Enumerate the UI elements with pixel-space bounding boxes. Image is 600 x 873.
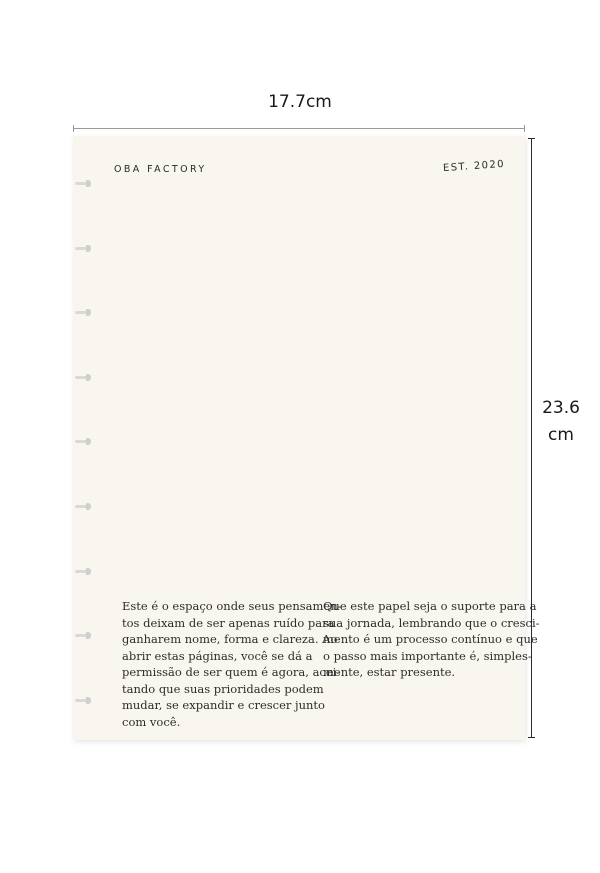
text-line: mento é um processo contínuo e que [323, 632, 538, 646]
disc-tip [86, 180, 91, 187]
text-line: mudar, se expandir e crescer junto [122, 698, 325, 712]
text-line: mente, estar presente. [323, 665, 456, 679]
binding-disc-icon [75, 179, 93, 189]
height-value: 23.6 [542, 398, 580, 418]
disc-tip [86, 309, 91, 316]
disc-tip [86, 245, 91, 252]
disc-tip [86, 374, 91, 381]
text-line: com você. [122, 714, 181, 729]
binding-disc-icon [75, 373, 93, 383]
width-dimension-label: 17.7cm [268, 92, 332, 112]
binding-disc-icon [75, 696, 93, 706]
notebook-page [73, 136, 540, 740]
text-line: sua jornada, lembrando que o cresci- [323, 615, 540, 630]
established-year: EST. 2020 [442, 158, 506, 175]
paragraph-right [323, 598, 540, 681]
text-line: Este é o espaço onde seus pensamen- [122, 599, 342, 613]
binding-disc-icon [75, 308, 93, 318]
width-dimension-line [73, 128, 525, 129]
text-line: tos deixam de ser apenas ruído para [122, 615, 335, 630]
paragraph-left [122, 598, 342, 730]
binding-disc-icon [75, 631, 93, 641]
disc-tip [86, 503, 91, 510]
text-line: ganharem nome, forma e clareza. Ao [122, 632, 338, 646]
disc-tip [86, 568, 91, 575]
binding-disc-icon [75, 437, 93, 447]
height-unit: cm [548, 425, 574, 445]
text-line: o passo mais importante é, simples- [323, 648, 532, 663]
text-line: abrir estas páginas, você se dá a [122, 648, 313, 663]
text-line: tando que suas prioridades podem [122, 681, 324, 696]
disc-tip [86, 632, 91, 639]
binding-disc-icon [75, 244, 93, 254]
disc-tip [86, 697, 91, 704]
text-line: permissão de ser quem é agora, acei- [122, 665, 341, 679]
binding-disc-icon [75, 502, 93, 512]
disc-tip [86, 438, 91, 445]
height-dimension-label [532, 395, 590, 449]
text-line: Que este papel seja o suporte para a [323, 599, 537, 613]
brand-name: OBA FACTORY [114, 164, 207, 175]
binding-disc-icon [75, 567, 93, 577]
